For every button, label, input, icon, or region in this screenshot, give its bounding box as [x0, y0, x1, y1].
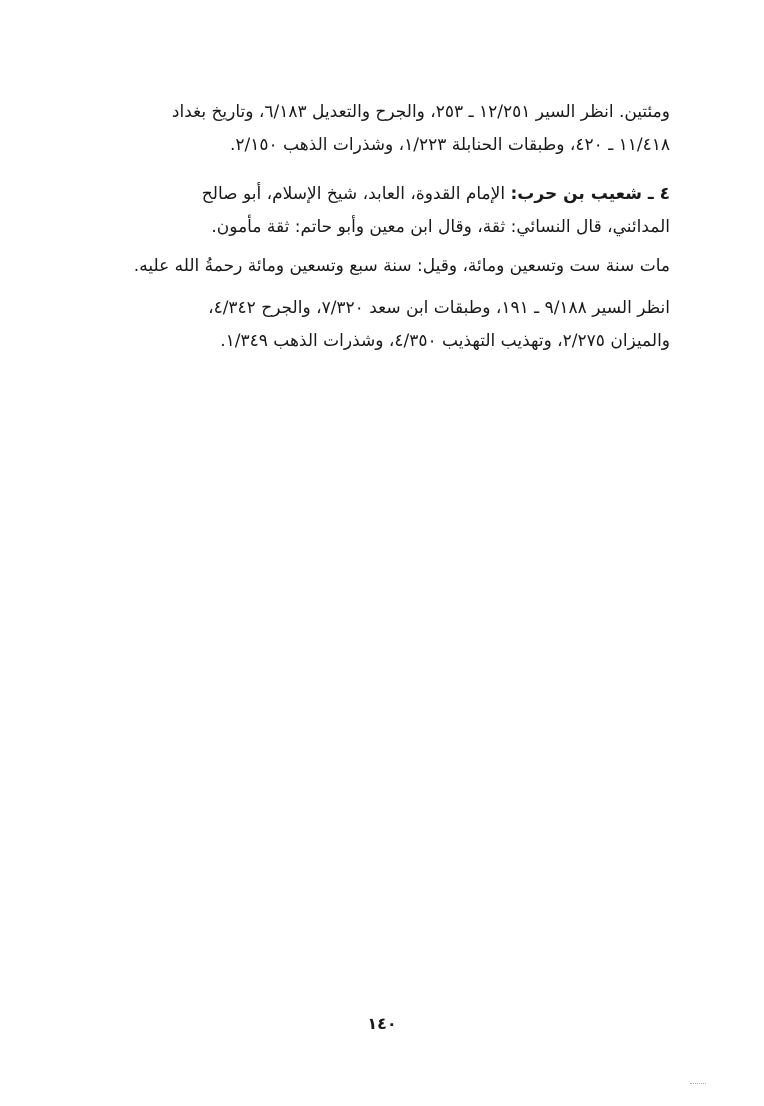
page-number: ١٤٠ [367, 1014, 397, 1033]
text-line: ١١/٤١٨ ـ ٤٢٠، وطبقات الحنابلة ١/٢٢٣، وشذرات الذهب ٢/١٥٠. [229, 135, 670, 155]
text-line: مات سنة ست وتسعين ومائة، وقيل: سنة سبع وتسعين ومائة رحمةُ الله عليه. [133, 256, 670, 276]
text-line: والميزان ٢/٢٧٥، وتهذيب التهذيب ٤/٣٥٠، وشذرات الذهب ١/٣٤٩. [220, 331, 670, 351]
entry-text: الإمام القدوة، العابد، شيخ الإسلام، أبو صالح [201, 184, 506, 204]
scan-mark [690, 1083, 706, 1086]
paragraph-biography-shuayb [90, 178, 670, 244]
paragraph-death-note [90, 250, 670, 283]
entry-heading: ٤ ـ شعيب بن حرب: [510, 184, 670, 204]
text-line: المدائني، قال النسائي: ثقة، وقال ابن معين وأبو حاتم: ثقة مأمون. [211, 217, 670, 237]
text-line: انظر السير ٩/١٨٨ ـ ١٩١، وطبقات ابن سعد ٧/٣٢٠، والجرح ٤/٣٤٢، [208, 298, 670, 318]
text-line [90, 178, 670, 211]
paragraph-references-2 [90, 292, 670, 358]
paragraph-references-1 [90, 96, 670, 162]
text-line: ومئتين. انظر السير ١٢/٢٥١ ـ ٢٥٣، والجرح والتعديل ٦/١٨٣، وتاريخ بغداد [171, 102, 670, 122]
